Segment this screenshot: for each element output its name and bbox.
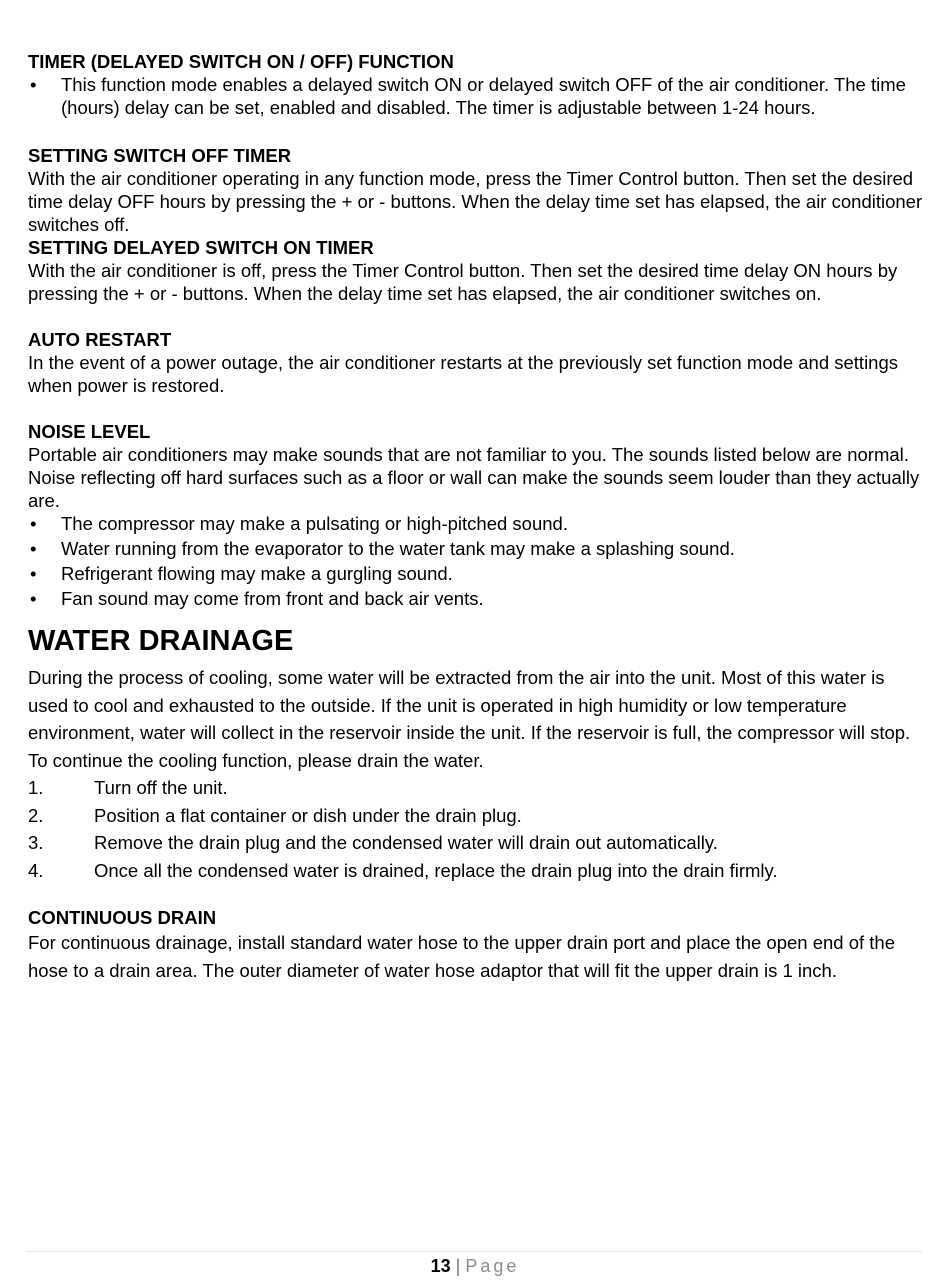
drainage-steps-list <box>28 774 923 884</box>
step-text: Once all the condensed water is drained, replace the drain plug into the drain firmly. <box>94 859 778 881</box>
list-item <box>28 73 923 119</box>
list-item <box>28 537 923 560</box>
page-number: 13 <box>430 1256 451 1276</box>
list-item <box>28 587 923 610</box>
list-item <box>28 562 923 585</box>
step-number: 3. <box>28 832 44 853</box>
list-item <box>28 829 923 857</box>
step-text: Turn off the unit. <box>94 777 228 798</box>
step-text: Position a flat container or dish under the drain plug. <box>94 804 522 826</box>
noise-bullet-list <box>28 512 923 610</box>
noise-bullet-text: Fan sound may come from front and back air vents. <box>61 588 484 609</box>
auto-restart-heading: AUTO RESTART <box>28 329 172 350</box>
footer-divider <box>26 1251 922 1252</box>
document-page <box>28 50 923 984</box>
step-number: 2. <box>28 804 44 826</box>
timer-heading: TIMER (DELAYED SWITCH ON / OFF) FUNCTION <box>28 51 454 72</box>
water-drainage-text: During the process of cooling, some water will be extracted from the air into the unit. Most of this water is used to cool and exhausted to the outside. If the unit is operated in high humidity or low temperature environment, water will collect in the reservoir inside the unit. If the reservoir is full, the compressor will stop. To continue the cooling function, please drain the water. <box>28 667 911 771</box>
switch-off-text: With the air conditioner operating in any function mode, press the Timer Control button. Then set the desired time delay OFF hours by pressing the + or - buttons. When the delay time set has elapsed, the air conditioner switches off. <box>28 168 923 235</box>
timer-bullet-text: This function mode enables a delayed switch ON or delayed switch OFF of the air conditioner. The time (hours) delay can be set, enabled and disabled. The timer is adjustable between 1-24 hours. <box>61 74 906 118</box>
water-drainage-section <box>28 624 923 984</box>
bullet-icon: • <box>30 563 37 584</box>
water-drainage-heading: WATER DRAINAGE <box>28 625 294 657</box>
continuous-drain-heading: CONTINUOUS DRAIN <box>28 907 217 928</box>
noise-bullet-text: The compressor may make a pulsating or high-pitched sound. <box>61 513 568 534</box>
switch-on-text: With the air conditioner is off, press the Timer Control button. Then set the desired time delay ON hours by pressing the + or - buttons. When the delay time set has elapsed, the air conditioner switches on. <box>28 260 898 304</box>
list-item <box>28 857 923 885</box>
page-label: Page <box>465 1256 520 1276</box>
footer-separator: | <box>455 1256 461 1276</box>
bullet-icon: • <box>30 538 37 559</box>
step-number: 1. <box>28 777 44 798</box>
auto-restart-text: In the event of a power outage, the air conditioner restarts at the previously set function mode and settings when power is restored. <box>28 352 899 396</box>
bullet-icon: • <box>30 513 37 534</box>
noise-bullet-text: Refrigerant flowing may make a gurgling sound. <box>61 563 453 584</box>
bullet-icon: • <box>30 74 37 95</box>
step-text: Remove the drain plug and the condensed water will drain out automatically. <box>94 832 718 853</box>
switch-off-heading: SETTING SWITCH OFF TIMER <box>28 145 292 166</box>
list-item <box>28 774 923 802</box>
switch-on-heading: SETTING DELAYED SWITCH ON TIMER <box>28 237 374 258</box>
noise-bullet-text: Water running from the evaporator to the water tank may make a splashing sound. <box>61 538 735 559</box>
step-number: 4. <box>28 859 44 881</box>
continuous-drain-text: For continuous drainage, install standard water hose to the upper drain port and place the open end of the hose to a drain area. The outer diameter of water hose adaptor that will fit the upper drain is 1 inch. <box>28 932 895 981</box>
noise-level-text: Portable air conditioners may make sounds that are not familiar to you. The sounds listed below are normal. Noise reflecting off hard surfaces such as a floor or wall can make the sounds seem louder than they actually are. <box>28 444 920 511</box>
timer-bullet-list <box>28 73 923 119</box>
list-item <box>28 802 923 830</box>
bullet-icon: • <box>30 588 37 609</box>
noise-level-heading: NOISE LEVEL <box>28 421 151 442</box>
list-item <box>28 512 923 535</box>
page-footer <box>0 1255 950 1277</box>
